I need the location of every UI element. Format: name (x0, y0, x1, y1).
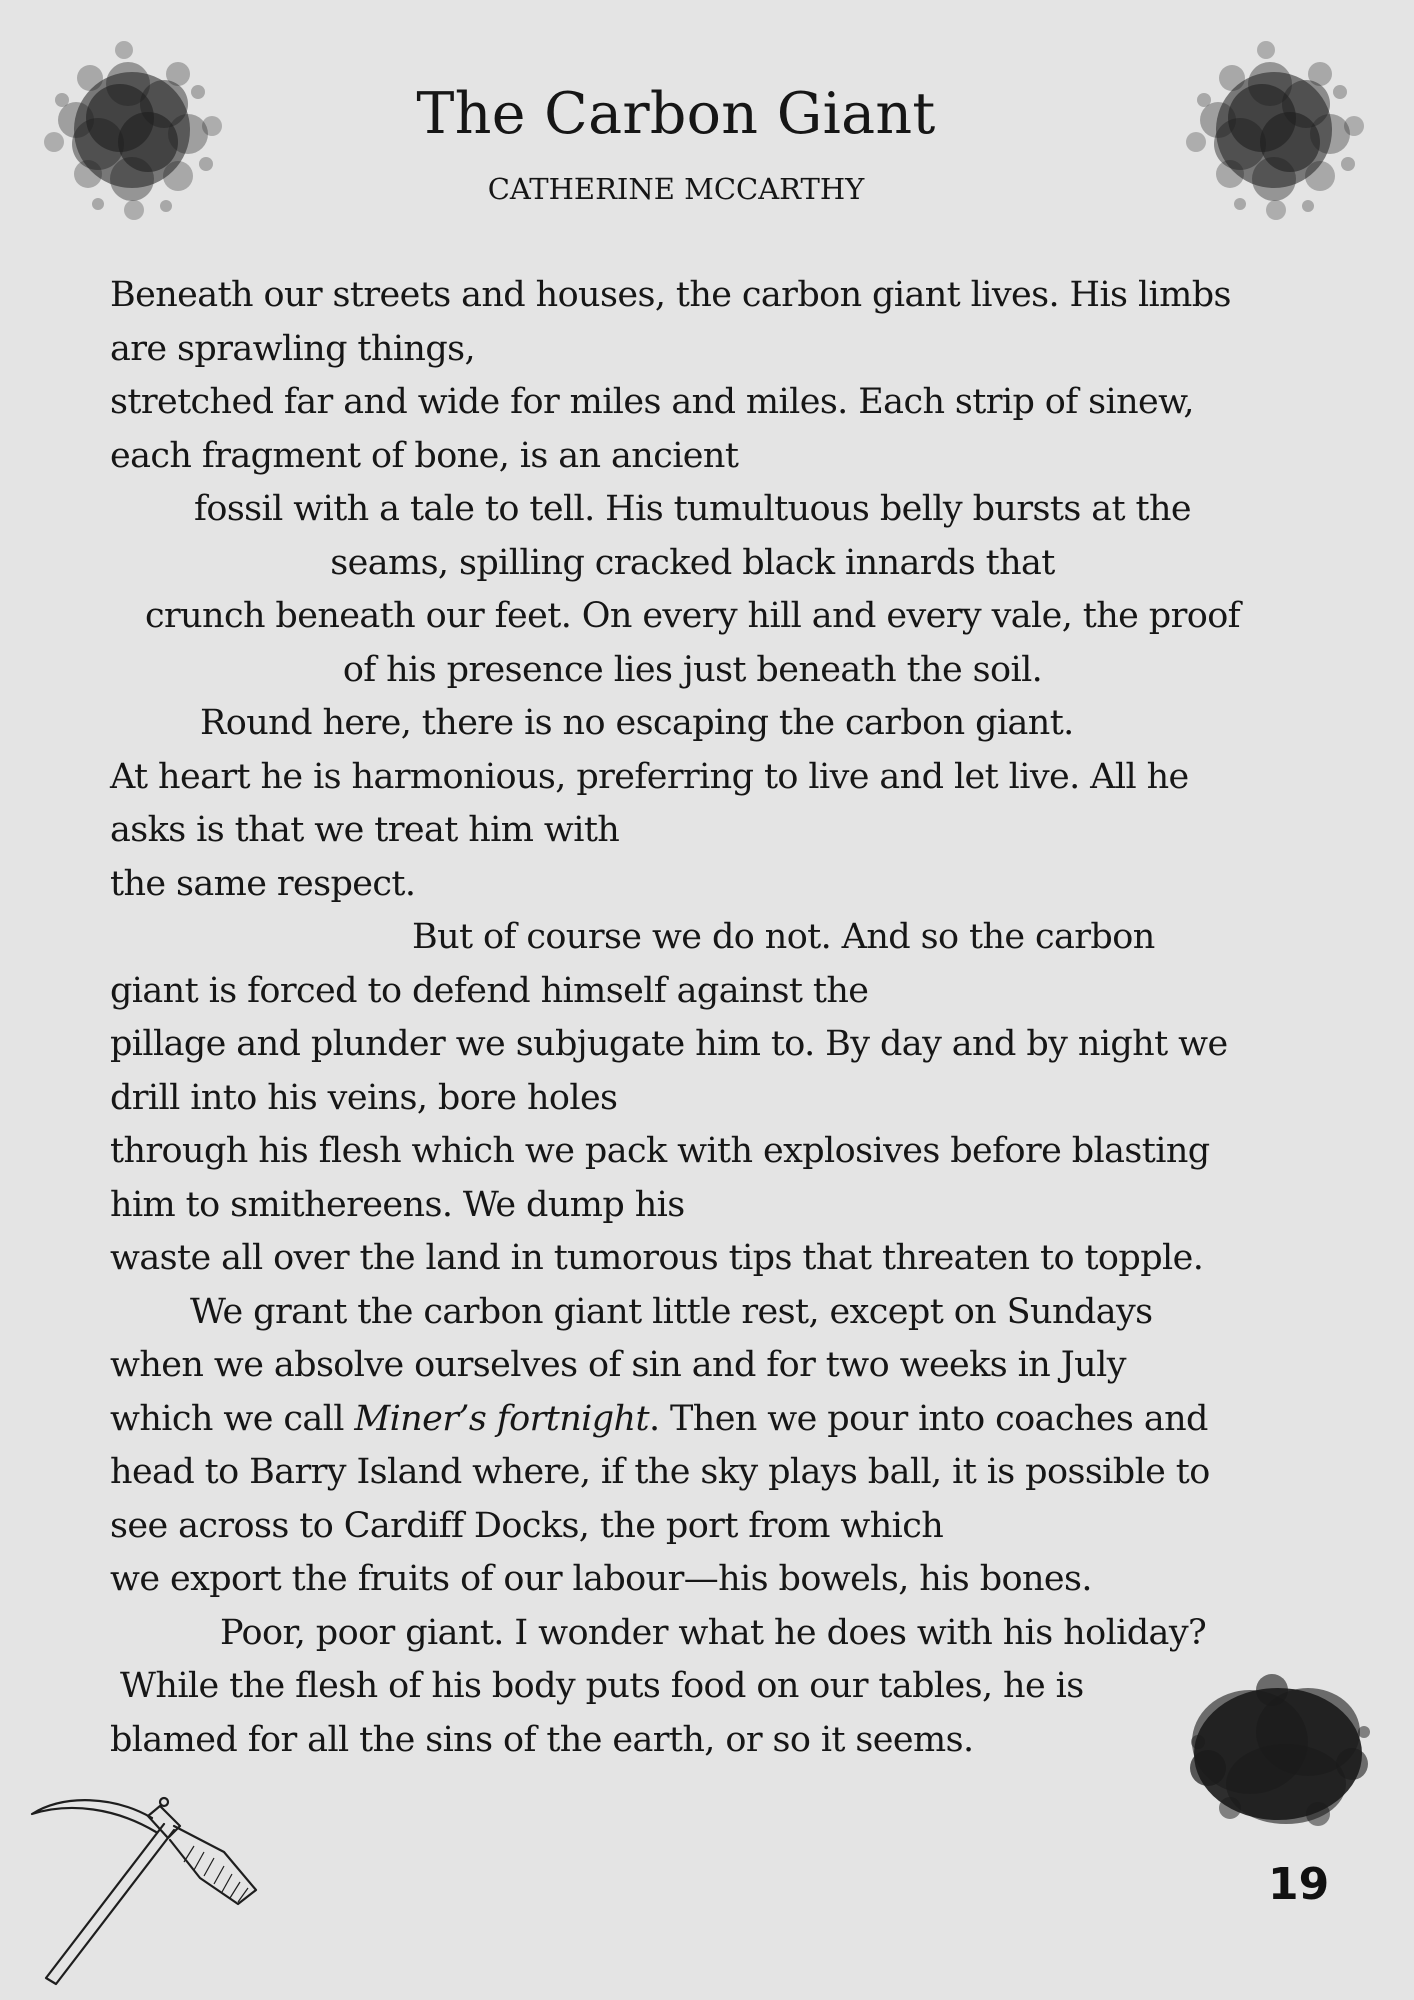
story-line: see across to Cardiff Docks, the port from which (110, 1505, 944, 1546)
story-line: seams, spilling cracked black innards that (330, 542, 1055, 583)
story-line: him to smithereens. We dump his (110, 1184, 685, 1225)
text-segment: which we call (110, 1398, 355, 1439)
story-line: through his flesh which we pack with explosives before blasting (110, 1131, 1210, 1171)
story-line: Round here, there is no escaping the carbon giant. (200, 703, 1074, 743)
story-line: blamed for all the sins of the earth, or so it seems. (110, 1719, 974, 1760)
story-line (110, 1393, 1275, 1447)
page-number: 19 (1268, 1859, 1330, 1910)
story-line: giant is forced to defend himself against the (110, 970, 869, 1011)
story-line: each fragment of bone, is an ancient (110, 435, 739, 476)
story-line: pillage and plunder we subjugate him to. By day and by night we (110, 1024, 1228, 1064)
ink-blot-icon (1168, 1662, 1388, 1842)
story-line: of his presence lies just beneath the soil. (342, 649, 1043, 690)
story-line: crunch beneath our feet. On every hill and every vale, the proof (144, 596, 1241, 636)
story-body (110, 269, 1275, 1767)
story-line: drill into his veins, bore holes (110, 1077, 618, 1118)
story-line: head to Barry Island where, if the sky plays ball, it is possible to (110, 1452, 1210, 1492)
pickaxe-icon (24, 1786, 264, 1986)
story-line: Poor, poor giant. I wonder what he does with his holiday? (220, 1612, 1207, 1653)
page-title: The Carbon Giant (416, 81, 936, 147)
story-line: waste all over the land in tumorous tips that threaten to topple. (110, 1238, 1204, 1278)
story-line: At heart he is harmonious, preferring to live and let live. All he (110, 756, 1189, 797)
story-line: fossil with a tale to tell. His tumultuous belly bursts at the (194, 489, 1191, 529)
story-line: we export the fruits of our labour—his bowels, his bones. (110, 1559, 1092, 1599)
story-line: We grant the carbon giant little rest, except on Sundays (190, 1291, 1153, 1332)
story-line: While the flesh of his body puts food on our tables, he is (120, 1666, 1084, 1706)
text-segment: . Then we pour into coaches and (648, 1398, 1208, 1439)
story-line: asks is that we treat him with (110, 810, 620, 850)
story-line: are sprawling things, (110, 328, 476, 369)
italic-phrase: Miner’s fortnight (354, 1398, 649, 1439)
story-line: when we absolve ourselves of sin and for two weeks in July (110, 1345, 1126, 1385)
author-name: CATHERINE MCCARTHY (487, 172, 865, 206)
story-line: Beneath our streets and houses, the carbon giant lives. His limbs (110, 275, 1231, 315)
story-line: stretched far and wide for miles and miles. Each strip of sinew, (110, 382, 1194, 422)
story-line: But of course we do not. And so the carbon (412, 917, 1155, 957)
story-line: the same respect. (110, 863, 416, 904)
